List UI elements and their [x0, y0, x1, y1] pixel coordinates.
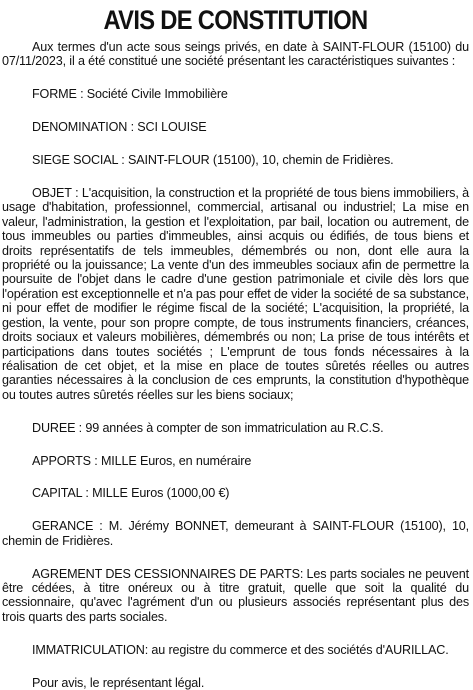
forme-paragraph: FORME : Société Civile Immobilière	[32, 87, 228, 102]
capital-paragraph: CAPITAL : MILLE Euros (1000,00 €)	[32, 486, 230, 501]
gerance-paragraph: GERANCE : M. Jérémy BONNET, demeurant à SAINT-FLOUR (15100), 10, chemin de Fridières.	[2, 519, 469, 548]
duree-paragraph: DUREE : 99 années à compter de son immatriculation au R.C.S.	[32, 420, 384, 435]
apports-paragraph: APPORTS : MILLE Euros, en numéraire	[32, 453, 252, 468]
signature-paragraph: Pour avis, le représentant légal.	[32, 675, 205, 690]
notice-title: AVIS DE CONSTITUTION	[103, 5, 368, 35]
intro-paragraph: Aux termes d'un acte sous seings privés, en date à SAINT-FLOUR (15100) du 07/11/2023, il a été constitué une société présentant les caractéristiques suivantes :	[2, 40, 469, 69]
siege-social-paragraph: SIEGE SOCIAL : SAINT-FLOUR (15100), 10, chemin de Fridières.	[32, 153, 394, 168]
agrement-paragraph: AGREMENT DES CESSIONNAIRES DE PARTS: Les parts sociales ne peuvent être cédées, à titre onéreux ou à titre gratuit, quelle que soit la qualité du cessionnaire, qu'avec l'agrément d'un ou plusieurs associés représentant plus des trois quarts des parts sociales.	[2, 566, 469, 624]
denomination-paragraph: DENOMINATION : SCI LOUISE	[32, 120, 207, 135]
immatriculation-paragraph: IMMATRICULATION: au registre du commerce et des sociétés d'AURILLAC.	[32, 642, 449, 657]
objet-paragraph: OBJET : L'acquisition, la construction et la propriété de tous biens immobiliers, à usage d'habitation, professionnel, commercial, artisanal ou industriel; La mise en valeur, l'administration, la gestion et l'exploitation, par bail, location ou autrement, de tous immeubles ou parties d'immeubles, ainsi acquis ou édifiés, de tous biens et droits représentatifs de tels immeubles, démembrés ou non, dont elle aura la propriété ou la jouissance; La vente d'un des immeubles sociaux afin de permettre la poursuite de l'objet dans le cadre d'une gestion patrimoniale et civile dès lors que l'opération est exceptionnelle et n'a pas pour effet de vider la société de sa substance, ni pour effet de modifier le régime fiscal de la société; L'acquisition, la propriété, la gestion, la vente, pour son propre compte, de tous instruments financiers, créances, droits sociaux et valeurs mobilières, démembrés ou non; La prise de tous intérêts et participations dans toutes sociétés ; L'emprunt de tous fonds nécessaires à la réalisation de cet objet, et la mise en place de toutes sûretés réelles ou autres garanties nécessaires à la conclusion de ces emprunts, la constitution d'hypothèque ou toutes autres sûretés réelles sur les biens sociaux;	[2, 186, 469, 402]
